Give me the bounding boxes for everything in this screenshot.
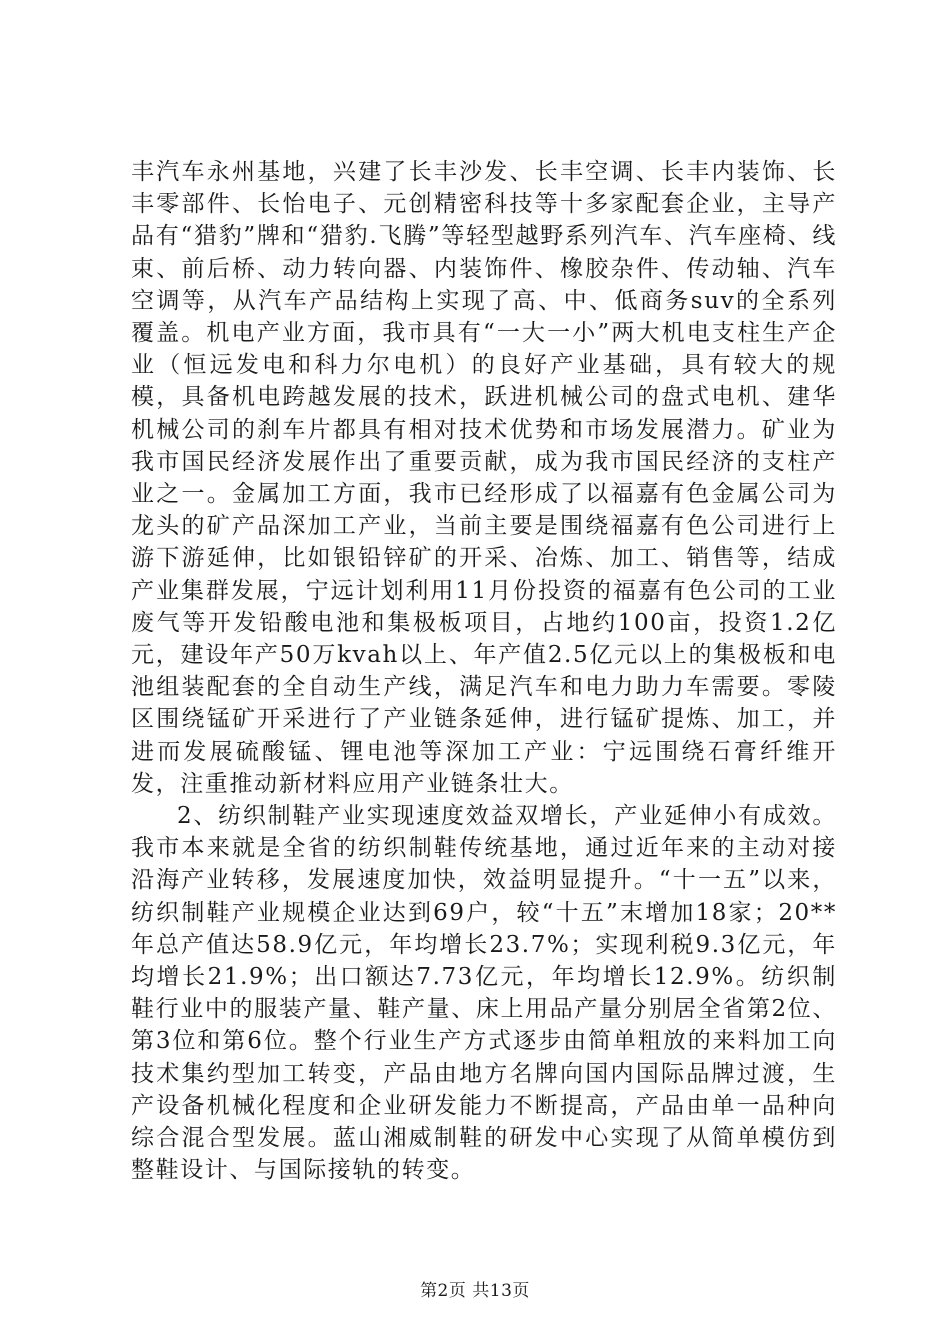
paragraph-textile-footwear: 2、纺织制鞋产业实现速度效益双增长，产业延伸小有成效。我市本来就是全省的纺织制鞋传统基地，通过近年来的主动对接沿海产业转移，发展速度加快，效益明显提升。“十一五”以来，纺织制鞋产业规模企业达到69户，较“十五”末增加18家；20**年总产值达58.9亿元，年均增长23.7%；实现利税9.3亿元，年均增长21.9%；出口额达7.73亿元，年均增长12.9%。纺织制鞋行业中的服装产量、鞋产量、床上用品产量分别居全省第2位、第3位和第6位。整个行业生产方式逐步由简单粗放的来料加工向技术集约型加工转变，产品由地方名牌向国内国际品牌过渡，生产设备机械化程度和企业研发能力不断提高，产品由单一品种向综合混合型发展。蓝山湘威制鞋的研发中心实现了从简单模仿到整鞋设计、与国际接轨的转变。 (131, 803, 837, 1184)
page-number-footer: 第2页 共13页 (420, 1281, 530, 1301)
document-body (131, 156, 837, 1187)
paragraph-auto-industry: 丰汽车永州基地，兴建了长丰沙发、长丰空调、长丰内装饰、长丰零部件、长怡电子、元创精密科技等十多家配套企业，主导产品有“猎豹”牌和“猎豹.飞腾”等轻型越野系列汽车、汽车座椅、线束、前后桥、动力转向器、内装饰件、橡胶杂件、传动轴、汽车空调等，从汽车产品结构上实现了高、中、低商务suv的全系列覆盖。机电产业方面，我市具有“一大一小”两大机电支柱生产企业（恒远发电和科力尔电机）的良好产业基础，具有较大的规模，具备机电跨越发展的技术，跃进机械公司的盘式电机、建华机械公司的刹车片都具有相对技术优势和市场发展潜力。矿业为我市国民经济发展作出了重要贡献，成为我市国民经济的支柱产业之一。金属加工方面，我市已经形成了以福嘉有色金属公司为龙头的矿产品深加工产业，当前主要是围绕福嘉有色公司进行上游下游延伸，比如银铅锌矿的开采、冶炼、加工、销售等，结成产业集群发展，宁远计划利用11月份投资的福嘉有色公司的工业废气等开发铅酸电池和集极板项目，占地约100亩，投资1.2亿元，建设年产50万kvah以上、年产值2.5亿元以上的集极板和电池组装配套的全自动生产线，满足汽车和电力助力车需要。零陵区围绕锰矿开采进行了产业链条延伸，进行锰矿提炼、加工，并进而发展硫酸锰、锂电池等深加工产业：宁远围绕石膏纤维开发，注重推动新材料应用产业链条壮大。 (131, 159, 837, 797)
